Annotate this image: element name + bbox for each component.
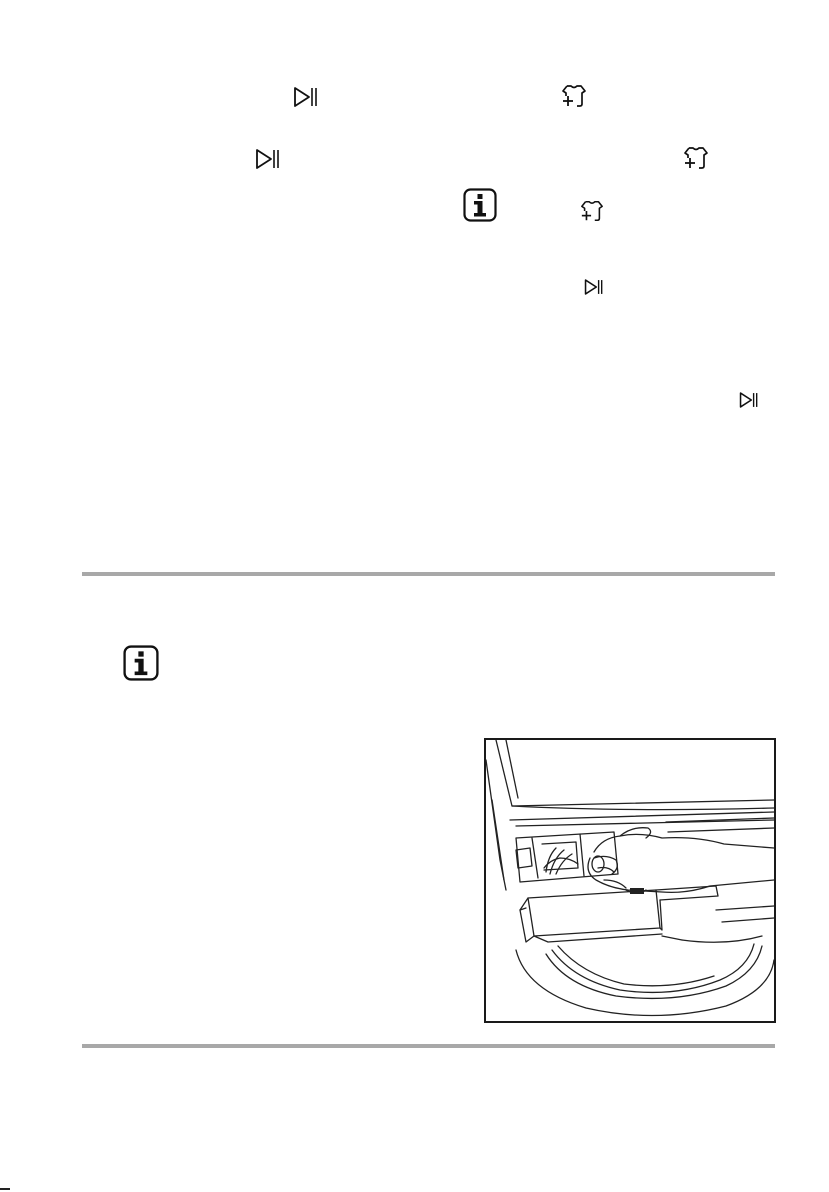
start-pause-icon: [739, 391, 759, 409]
start-pause-icon: [293, 86, 319, 108]
section-divider: [82, 572, 775, 576]
add-garments-icon: [561, 83, 587, 109]
add-garments-icon: [683, 145, 709, 171]
info-icon: [463, 188, 497, 222]
start-pause-icon: [584, 278, 604, 296]
section-divider: [82, 1044, 775, 1048]
add-garments-icon: [580, 199, 604, 223]
info-icon: [122, 645, 160, 681]
detergent-dispenser-removal-illustration: [484, 738, 776, 1023]
start-pause-icon: [255, 148, 281, 170]
crop-mark: [0, 1188, 10, 1190]
